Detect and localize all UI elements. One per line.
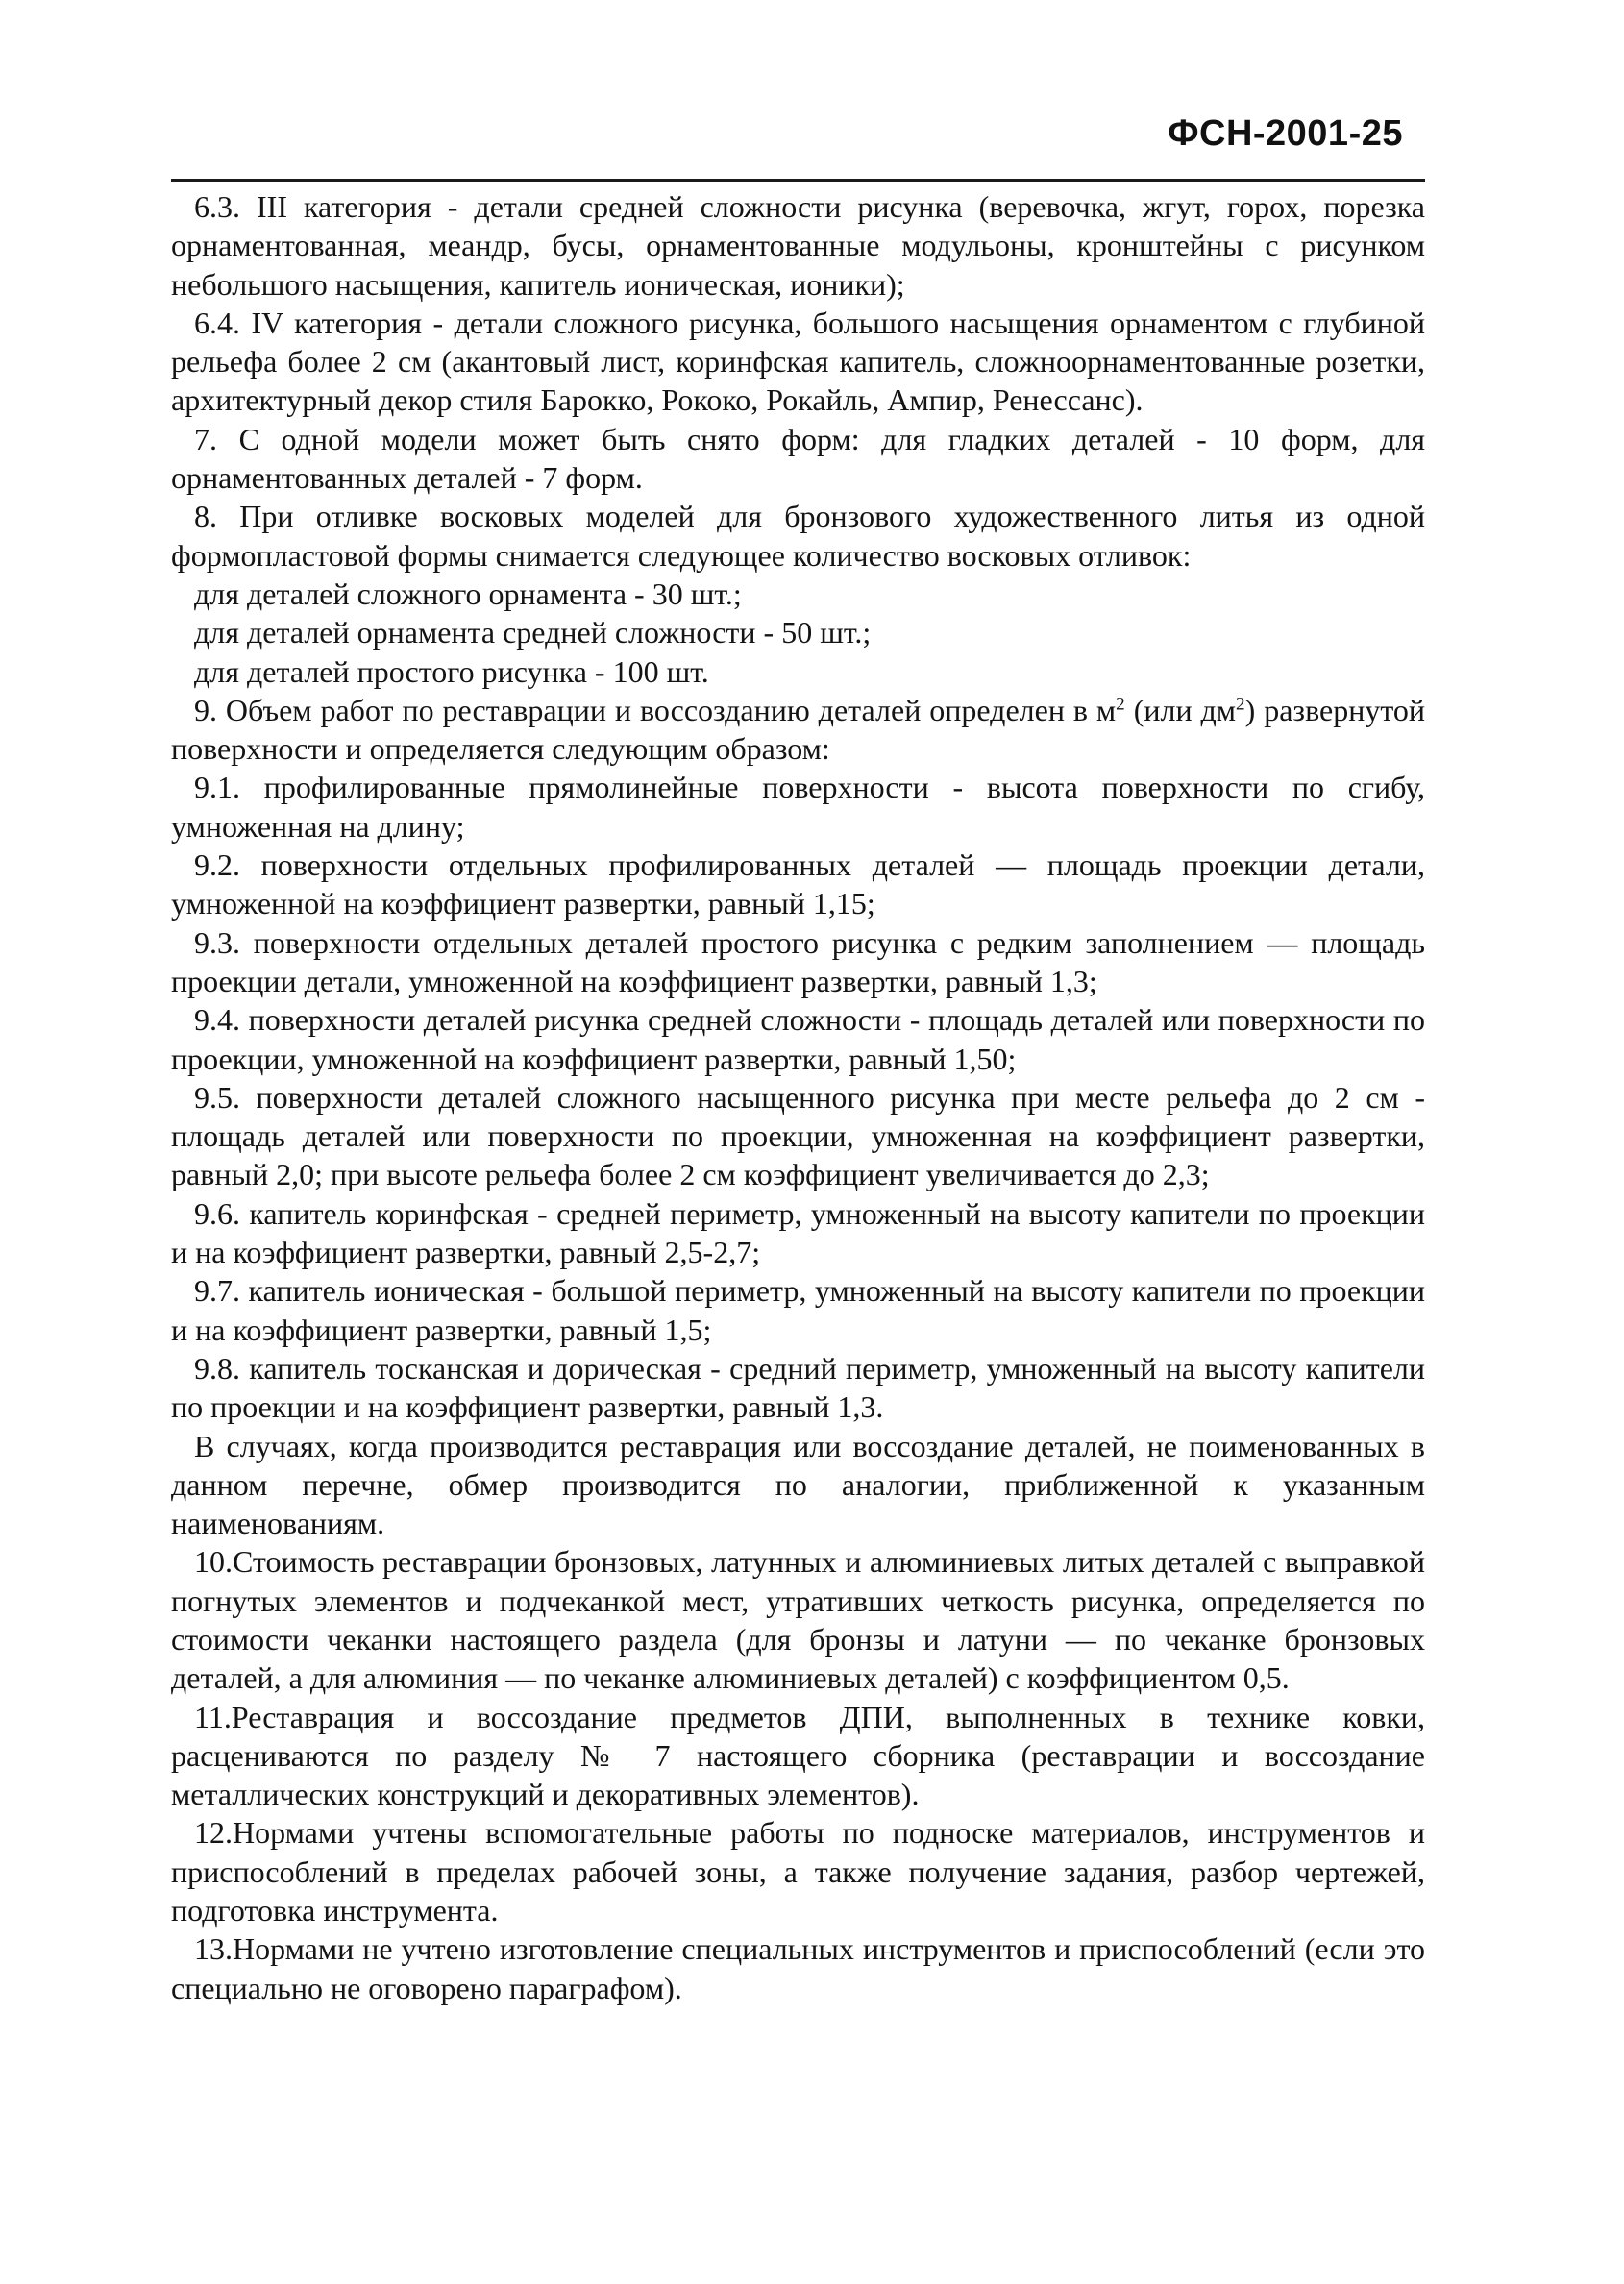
paragraph-8-item-medium: для деталей орнамента средней сложности - 50 шт.; bbox=[194, 615, 872, 651]
paragraph-9-part-a: 9. Объем работ по реставрации и воссозданию деталей определен в м bbox=[194, 692, 1117, 727]
paragraph-9-5: 9.5. поверхности деталей сложного насыщенного рисунка при месте рельефа до 2 см - площадь деталей или поверхности по проекции, умноженная на коэффициент развертки, равный 2,0; при высоте рельефа более 2 см коэффициент увеличивается до 2,3; bbox=[171, 1079, 1425, 1192]
paragraph-9-3: 9.3. поверхности отдельных деталей простого рисунка с редким заполнением — площадь проекции детали, умноженной на коэффициент развертки, равный 1,3; bbox=[171, 924, 1425, 998]
paragraph-12: 12.Нормами учтены вспомогательные работы по подноске материалов, инструментов и приспособлений в пределах рабочей зоны, а также получение задания, разбор чертежей, подготовка инструмента. bbox=[171, 1815, 1425, 1928]
paragraph-analogy: В случаях, когда производится реставрация или воссоздание деталей, не поименованных в данном перечне, обмер производится по аналогии, приближенной к указанным наименованиям. bbox=[171, 1428, 1425, 1541]
paragraph-13: 13.Нормами не учтено изготовление специальных инструментов и приспособлений (если это специально не оговорено параграфом). bbox=[171, 1931, 1425, 2005]
paragraph-9-4: 9.4. поверхности деталей рисунка средней сложности - площадь деталей или поверхности по проекции, умноженной на коэффициент развертки, равный 1,50; bbox=[171, 1002, 1425, 1076]
paragraph-10: 10.Стоимость реставрации бронзовых, латунных и алюминиевых литых деталей с выправкой погнутых элементов и подчеканкой мест, утративших четкость рисунка, определяется по стоимости чеканки настоящего раздела (для бронзы и латуни — по чеканке бронзовых деталей, а для алюминия — по чеканке алюминиевых деталей) с коэффициентом 0,5. bbox=[171, 1544, 1425, 1696]
superscript-2: 2 bbox=[1236, 694, 1245, 715]
document-body bbox=[171, 187, 1425, 2007]
paragraph-9 bbox=[171, 691, 1425, 769]
paragraph-9-part-c: ) развернутой поверхности и определяется следующим образом: bbox=[171, 692, 1426, 767]
paragraph-11: 11.Реставрация и воссоздание предметов ДПИ, выполненных в технике ковки, расцениваются по разделу № 7 настоящего сборника (реставрации и воссоздание металлических конструкций и декоративных элементов). bbox=[171, 1699, 1425, 1812]
paragraph-9-8: 9.8. капитель тосканская и дорическая - средний периметр, умноженный на высоту капители по проекции и на коэффициент развертки, равный 1,3. bbox=[171, 1350, 1425, 1425]
paragraph-6-4: 6.4. IV категория - детали сложного рисунка, большого насыщения орнаментом с глубиной рельефа более 2 см (акантовый лист, коринфская капитель, сложноорнаментованные розетки, архитектурный декор стиля Барокко, Рококо, Рокайль, Ампир, Ренессанс). bbox=[171, 305, 1425, 418]
paragraph-9-part-b: (или дм bbox=[1124, 692, 1237, 727]
paragraph-9-7: 9.7. капитель ионическая - большой периметр, умноженный на высоту капители по проекции и на коэффициент развертки, равный 1,5; bbox=[171, 1273, 1425, 1347]
paragraph-9-2: 9.2. поверхности отдельных профилированных деталей — площадь проекции детали, умноженной на коэффициент развертки, равный 1,15; bbox=[171, 847, 1425, 921]
paragraph-9-6: 9.6. капитель коринфская - средней периметр, умноженный на высоту капители по проекции и на коэффициент развертки, равный 2,5-2,7; bbox=[171, 1195, 1425, 1270]
paragraph-9-1: 9.1. профилированные прямолинейные поверхности - высота поверхности по сгибу, умноженная на длину; bbox=[171, 770, 1425, 844]
paragraph-8: 8. При отливке восковых моделей для бронзового художественного литья из одной формопластовой формы снимается следующее количество восковых отливок: bbox=[171, 499, 1425, 573]
paragraph-8-item-simple: для деталей простого рисунка - 100 шт. bbox=[194, 653, 709, 689]
header-divider bbox=[171, 179, 1425, 182]
document-code: ФСН-2001-25 bbox=[1168, 113, 1403, 154]
paragraph-8-item-complex: для деталей сложного орнамента - 30 шт.; bbox=[194, 576, 742, 611]
paragraph-7: 7. С одной модели может быть снято форм: для гладких деталей - 10 форм, для орнаментованных деталей - 7 форм. bbox=[171, 421, 1425, 496]
superscript-2: 2 bbox=[1116, 694, 1125, 715]
paragraph-6-3: 6.3. III категория - детали средней сложности рисунка (веревочка, жгут, горох, порезка орнаментованная, меандр, бусы, орнаментованные модульоны, кронштейны с рисунком небольшого насыщения, капитель ионическая, ионики); bbox=[171, 189, 1425, 302]
